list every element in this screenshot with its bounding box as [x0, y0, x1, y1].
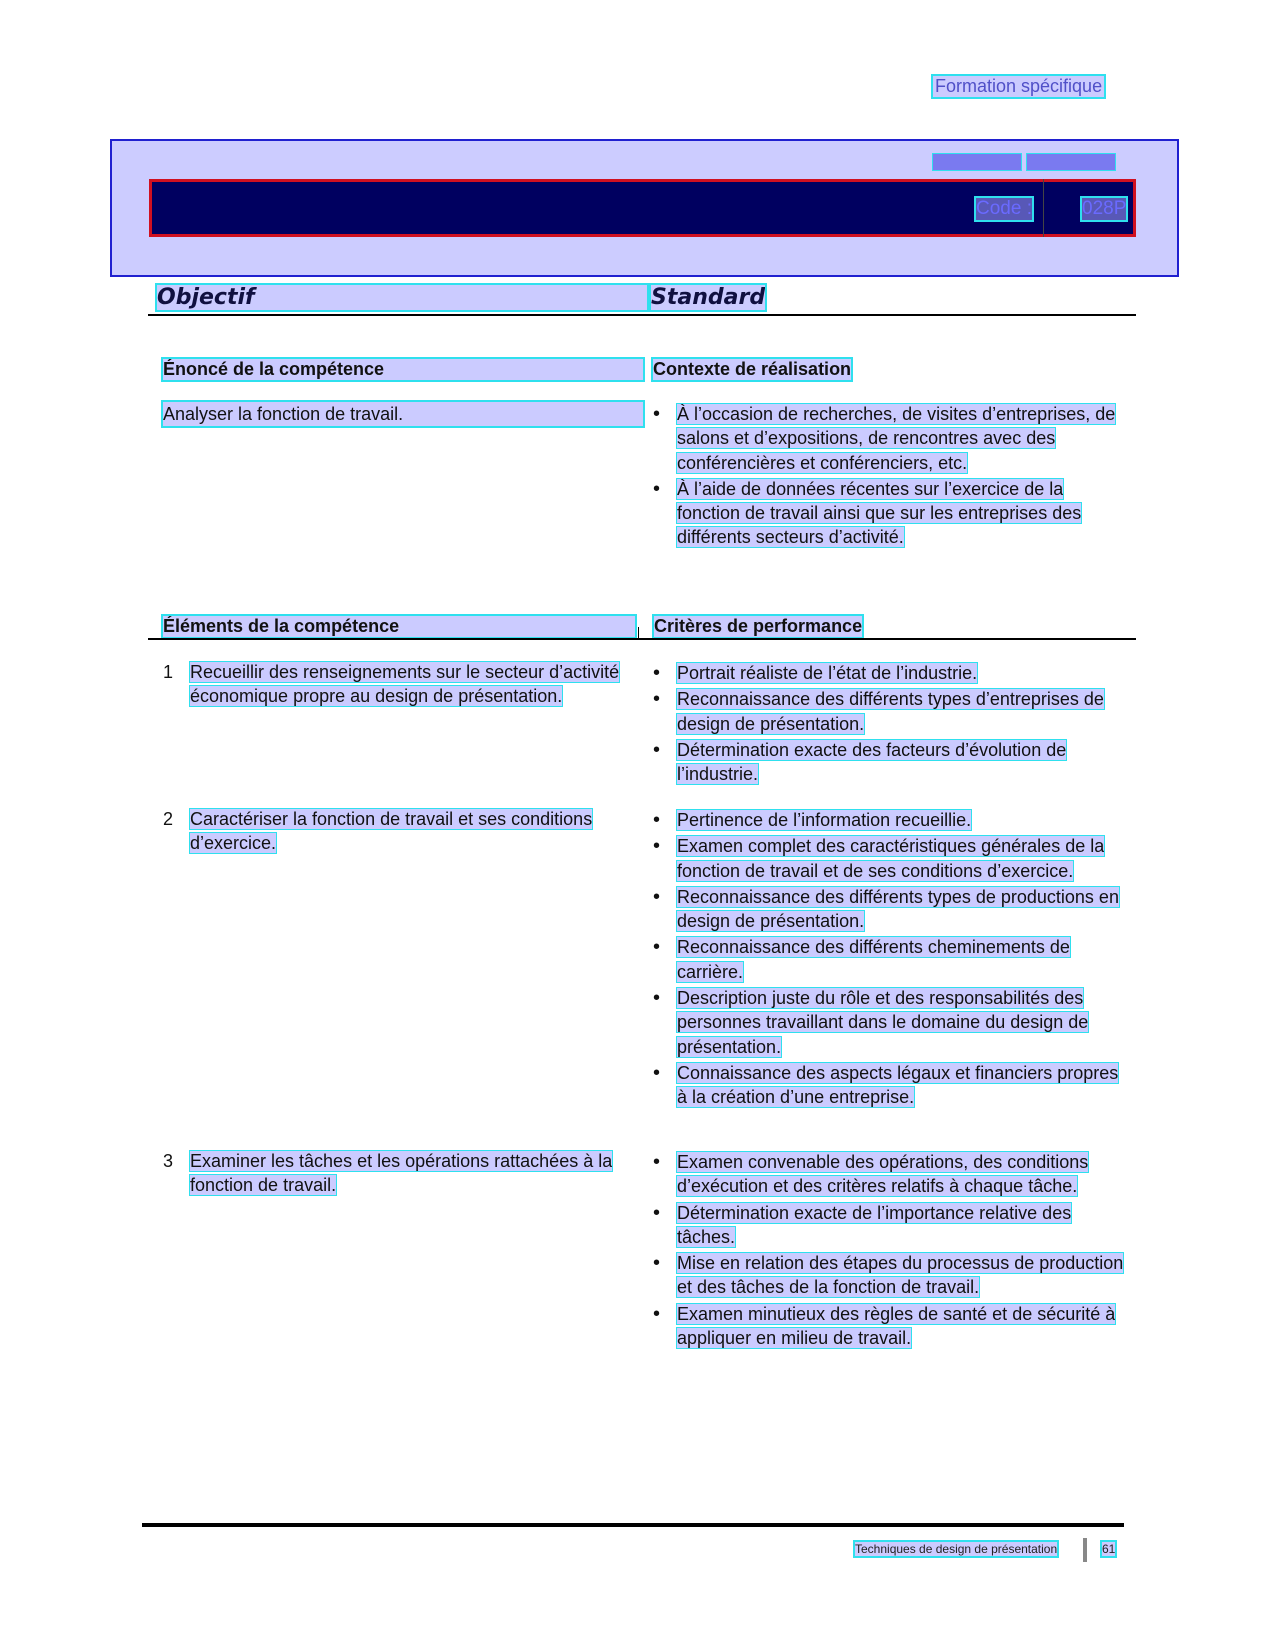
- elements-rule-divider: [638, 627, 639, 638]
- criteria-list-1: [653, 661, 1125, 788]
- elements-rule: [148, 638, 1136, 640]
- list-item: • Reconnaissance des différents types de productions en design de présentation.: [653, 885, 1125, 934]
- list-item: • Connaissance des aspects légaux et financiers propres à la création d’une entreprise.: [653, 1061, 1125, 1110]
- list-item: • Portrait réaliste de l’état de l’industrie.: [653, 661, 1125, 685]
- elements-heading: Éléments de la compétence: [163, 616, 635, 637]
- heading-rule: [148, 314, 1136, 316]
- context-heading: Contexte de réalisation: [653, 359, 852, 379]
- section-label: Formation spécifique: [935, 76, 1103, 96]
- criteria-list-3: [653, 1150, 1125, 1352]
- column-heading-objectif: Objectif: [157, 285, 647, 310]
- competence-element-2: 2 Caractériser la fonction de travail et ses conditions d’exercice.: [163, 809, 593, 854]
- list-item: • Reconnaissance des différents types d’entreprises de design de présentation.: [653, 687, 1125, 736]
- banner-divider: [1043, 179, 1044, 237]
- list-item: • Détermination exacte de l’importance relative des tâches.: [653, 1201, 1125, 1250]
- list-item: • Pertinence de l’information recueillie.: [653, 808, 1125, 832]
- list-item: • Examen minutieux des règles de santé et de sécurité à appliquer en milieu de travail.: [653, 1302, 1125, 1351]
- page-number: 61: [1102, 1542, 1116, 1556]
- list-item: • Détermination exacte des facteurs d’évolution de l’industrie.: [653, 738, 1125, 787]
- column-heading-standard: Standard: [651, 285, 766, 310]
- competence-element-3: 3 Examiner les tâches et les opérations rattachées à la fonction de travail.: [163, 1151, 613, 1196]
- list-item: • À l’aide de données récentes sur l’exercice de la fonction de travail ainsi que sur les entreprises des différents secteurs d’activité.: [653, 477, 1125, 550]
- context-list: [653, 402, 1125, 552]
- list-item: • Examen complet des caractéristiques générales de la fonction de travail et de ses conditions d’exercice.: [653, 834, 1125, 883]
- code-value: 028P: [1082, 198, 1127, 219]
- footer-rule: [142, 1523, 1124, 1527]
- footer-divider: [1083, 1538, 1087, 1562]
- competence-statement: Analyser la fonction de travail.: [163, 402, 643, 426]
- criteria-list-2: [653, 808, 1125, 1112]
- list-item: • Description juste du rôle et des responsabilités des personnes travaillant dans le domaine du design de présentation.: [653, 986, 1125, 1059]
- list-item: • Mise en relation des étapes du processus de production et des tâches de la fonction de travail.: [653, 1251, 1125, 1300]
- list-item: • Examen convenable des opérations, des conditions d’exécution et des critères relatifs à chaque tâche.: [653, 1150, 1125, 1199]
- statement-heading: Énoncé de la compétence: [163, 359, 643, 380]
- list-item: • Reconnaissance des différents cheminements de carrière.: [653, 935, 1125, 984]
- competence-element-1: 1 Recueillir des renseignements sur le secteur d’activité économique propre au design de présentation.: [163, 662, 620, 707]
- banner-tab: [1026, 153, 1116, 171]
- criteria-heading: Critères de performance: [654, 616, 863, 636]
- list-item: • À l’occasion de recherches, de visites d’entreprises, de salons et d’expositions, de rencontres avec des conférencières et conférenciers, etc.: [653, 402, 1125, 475]
- banner-tab: [932, 153, 1022, 171]
- code-label: Code :: [976, 198, 1032, 219]
- footer-program: Techniques de design de présentation: [855, 1542, 1058, 1556]
